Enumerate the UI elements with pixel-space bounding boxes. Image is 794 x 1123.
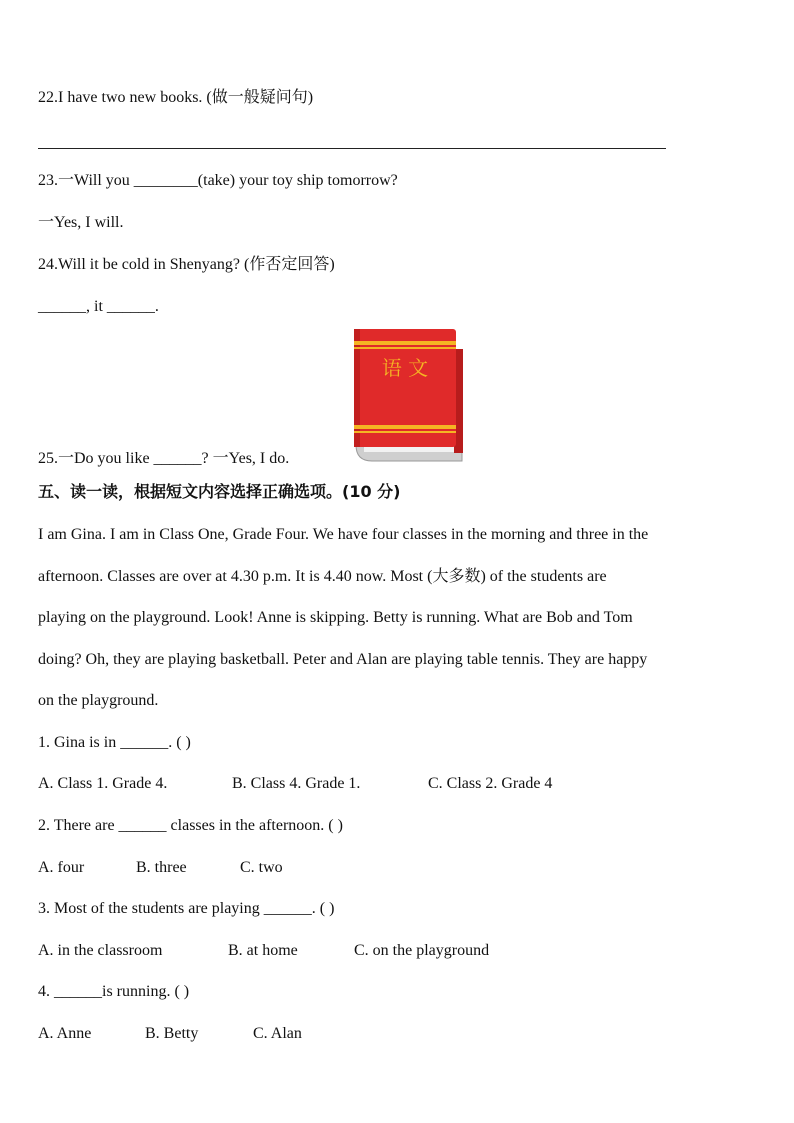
question-4: 4. ______is running. ( ) — [38, 983, 190, 1000]
q4-option-c: C. Alan — [253, 1025, 302, 1042]
q2-option-b: B. three — [136, 859, 187, 876]
book-title-label: 语 文 — [381, 356, 429, 380]
section-heading: 五、读一读，根据短文内容选择正确选项。(10 分) — [38, 482, 401, 501]
q2-option-a: A. four — [38, 859, 85, 876]
question-1: 1. Gina is in ______. ( ) — [38, 734, 191, 751]
q3-option-a: A. in the classroom — [38, 942, 163, 959]
question-3: 3. Most of the students are playing ______. ( ) — [38, 900, 335, 917]
q24-response: ______, it ______. — [38, 298, 159, 315]
q25-text: 25.一Do you like ______? 一Yes, I do. — [38, 450, 290, 467]
q1-option-c: C. Class 2. Grade 4 — [428, 775, 553, 792]
q23-response: 一Yes, I will. — [38, 214, 124, 231]
q22-text: 22.I have two new books. (做一般疑问句) — [38, 89, 314, 106]
q23-text: 23.一Will you ________(take) your toy ship tomorrow? — [38, 172, 398, 189]
passage-line: playing on the playground. Look! Anne is skipping. Betty is running. What are Bob and Tom — [38, 609, 633, 626]
chinese-book-icon — [350, 327, 466, 463]
q3-option-b: B. at home — [228, 942, 298, 959]
q3-option-c: C. on the playground — [354, 942, 490, 959]
passage-line: doing? Oh, they are playing basketball. Peter and Alan are playing table tennis. They are happy — [38, 651, 648, 668]
q22-answer-line — [38, 148, 666, 149]
passage-line: I am Gina. I am in Class One, Grade Four. We have four classes in the morning and three in the — [38, 526, 649, 543]
q2-option-c: C. two — [240, 859, 283, 876]
passage-line: on the playground. — [38, 692, 159, 709]
question-2: 2. There are ______ classes in the afternoon. ( ) — [38, 817, 343, 834]
q24-text: 24.Will it be cold in Shenyang? (作否定回答) — [38, 256, 335, 273]
passage-line: afternoon. Classes are over at 4.30 p.m. It is 4.40 now. Most (大多数) of the students are — [38, 568, 607, 585]
q4-option-b: B. Betty — [145, 1025, 199, 1042]
q4-option-a: A. Anne — [38, 1025, 92, 1042]
q1-option-a: A. Class 1. Grade 4. — [38, 775, 168, 792]
q1-option-b: B. Class 4. Grade 1. — [232, 775, 361, 792]
